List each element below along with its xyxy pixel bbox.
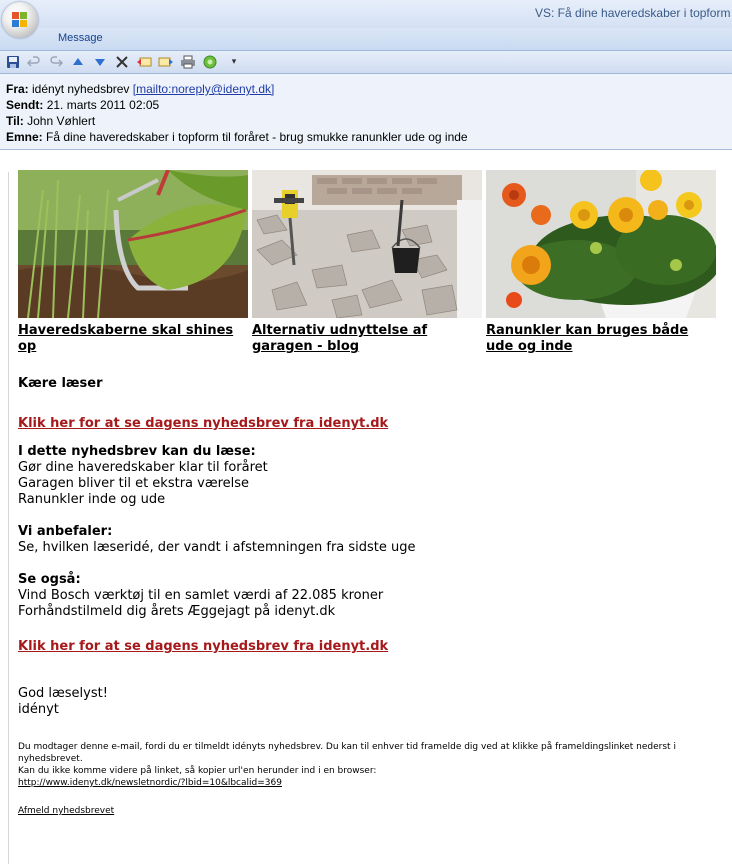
footer-url-link[interactable]: http://www.idenyt.dk/newsletnordic/?lbid=10&lbcalid=369 [18,778,282,788]
article-image-garden-tools[interactable] [18,170,248,318]
customize-quick-access-icon[interactable]: ▾ [231,57,237,67]
footer-url-row [18,777,282,789]
newsletter-link-top[interactable]: Klik her for at se dagens nyhedsbrev fra idenyt.dk [18,416,389,431]
office-logo-icon [12,12,28,28]
send-receive-icon[interactable] [202,54,218,70]
delete-icon[interactable] [114,54,130,70]
tab-message[interactable]: Message [58,32,103,44]
save-icon[interactable] [5,54,21,70]
article-image-garage[interactable] [252,170,482,318]
recommend-item: Se, hvilken læseridé, der vandt i afstemningen fra sidste uge [18,540,416,555]
article-link-haveredskaber[interactable]: Haveredskaberne skal shines op [18,323,234,354]
unsubscribe-link[interactable]: Afmeld nyhedsbrevet [18,806,115,816]
see-also-item: Forhåndstilmeld dig årets Æggejagt på idenyt.dk [18,604,336,619]
newsletter-link-bottom[interactable]: Klik her for at se dagens nyhedsbrev fra idenyt.dk [18,639,389,654]
previous-item-icon[interactable] [70,54,86,70]
forward-icon[interactable] [158,54,174,70]
contents-item: Gør dine haveredskaber klar til foråret [18,460,268,475]
from-email-link[interactable]: [mailto:noreply@idenyt.dk] [132,82,275,96]
footer-notice: Du modtager denne e-mail, fordi du er tilmeldt idényts nyhedsbrev. Du kan til enhver tid framelde dig ved at klikke på frameldingslinket nederst i nyhedsbrevet. [18,742,676,764]
article-link-garagen[interactable]: Alternativ udnyttelse af garagen - blog [252,323,428,354]
office-button[interactable] [2,2,38,38]
from-value: idényt nyhedsbrev [32,82,130,96]
subject-row [6,130,468,144]
see-also-item: Vind Bosch værktøj til en samlet værdi af 22.085 kroner [18,588,384,603]
quick-access-toolbar [0,51,732,74]
article-link-ranunkler[interactable]: Ranunkler kan bruges både ude og inde [486,323,689,354]
print-icon[interactable] [180,54,196,70]
to-row [6,114,95,128]
greeting: Kære læser [18,376,103,391]
title-bar [0,0,732,28]
ribbon-tabs [0,28,732,51]
from-label: Fra: [6,82,29,96]
subject-value: Få dine haveredskaber i topform til foråret - brug smukke ranunkler ude og inde [46,130,468,144]
subject-label: Emne: [6,130,43,144]
to-label: Til: [6,114,24,128]
section-heading-recommend: Vi anbefaler: [18,524,113,539]
undo-icon[interactable] [26,54,42,70]
from-row [6,82,274,96]
to-value: John Vøhlert [27,114,96,128]
footer-copy-instruction: Kan du ikke komme videre på linket, så kopier url'en herunder ind i en browser: [18,766,377,776]
section-heading-see-also: Se også: [18,572,81,587]
message-header [0,74,732,150]
next-item-icon[interactable] [92,54,108,70]
redo-icon[interactable] [48,54,64,70]
sent-label: Sendt: [6,98,44,112]
window-title: VS: Få dine haveredskaber i topform [535,6,731,20]
reply-icon[interactable] [136,54,152,70]
body-divider [8,172,9,864]
sent-value: 21. marts 2011 02:05 [46,98,160,112]
signoff-line: God læselyst! [18,686,108,701]
contents-item: Ranunkler inde og ude [18,492,166,507]
section-heading-contents: I dette nyhedsbrev kan du læse: [18,444,256,459]
signoff-sender: idényt [18,702,59,717]
footer-unsubscribe-row [18,805,114,817]
sent-row [6,98,159,112]
article-image-ranunkler[interactable] [486,170,716,318]
contents-item: Garagen bliver til et ekstra værelse [18,476,250,491]
